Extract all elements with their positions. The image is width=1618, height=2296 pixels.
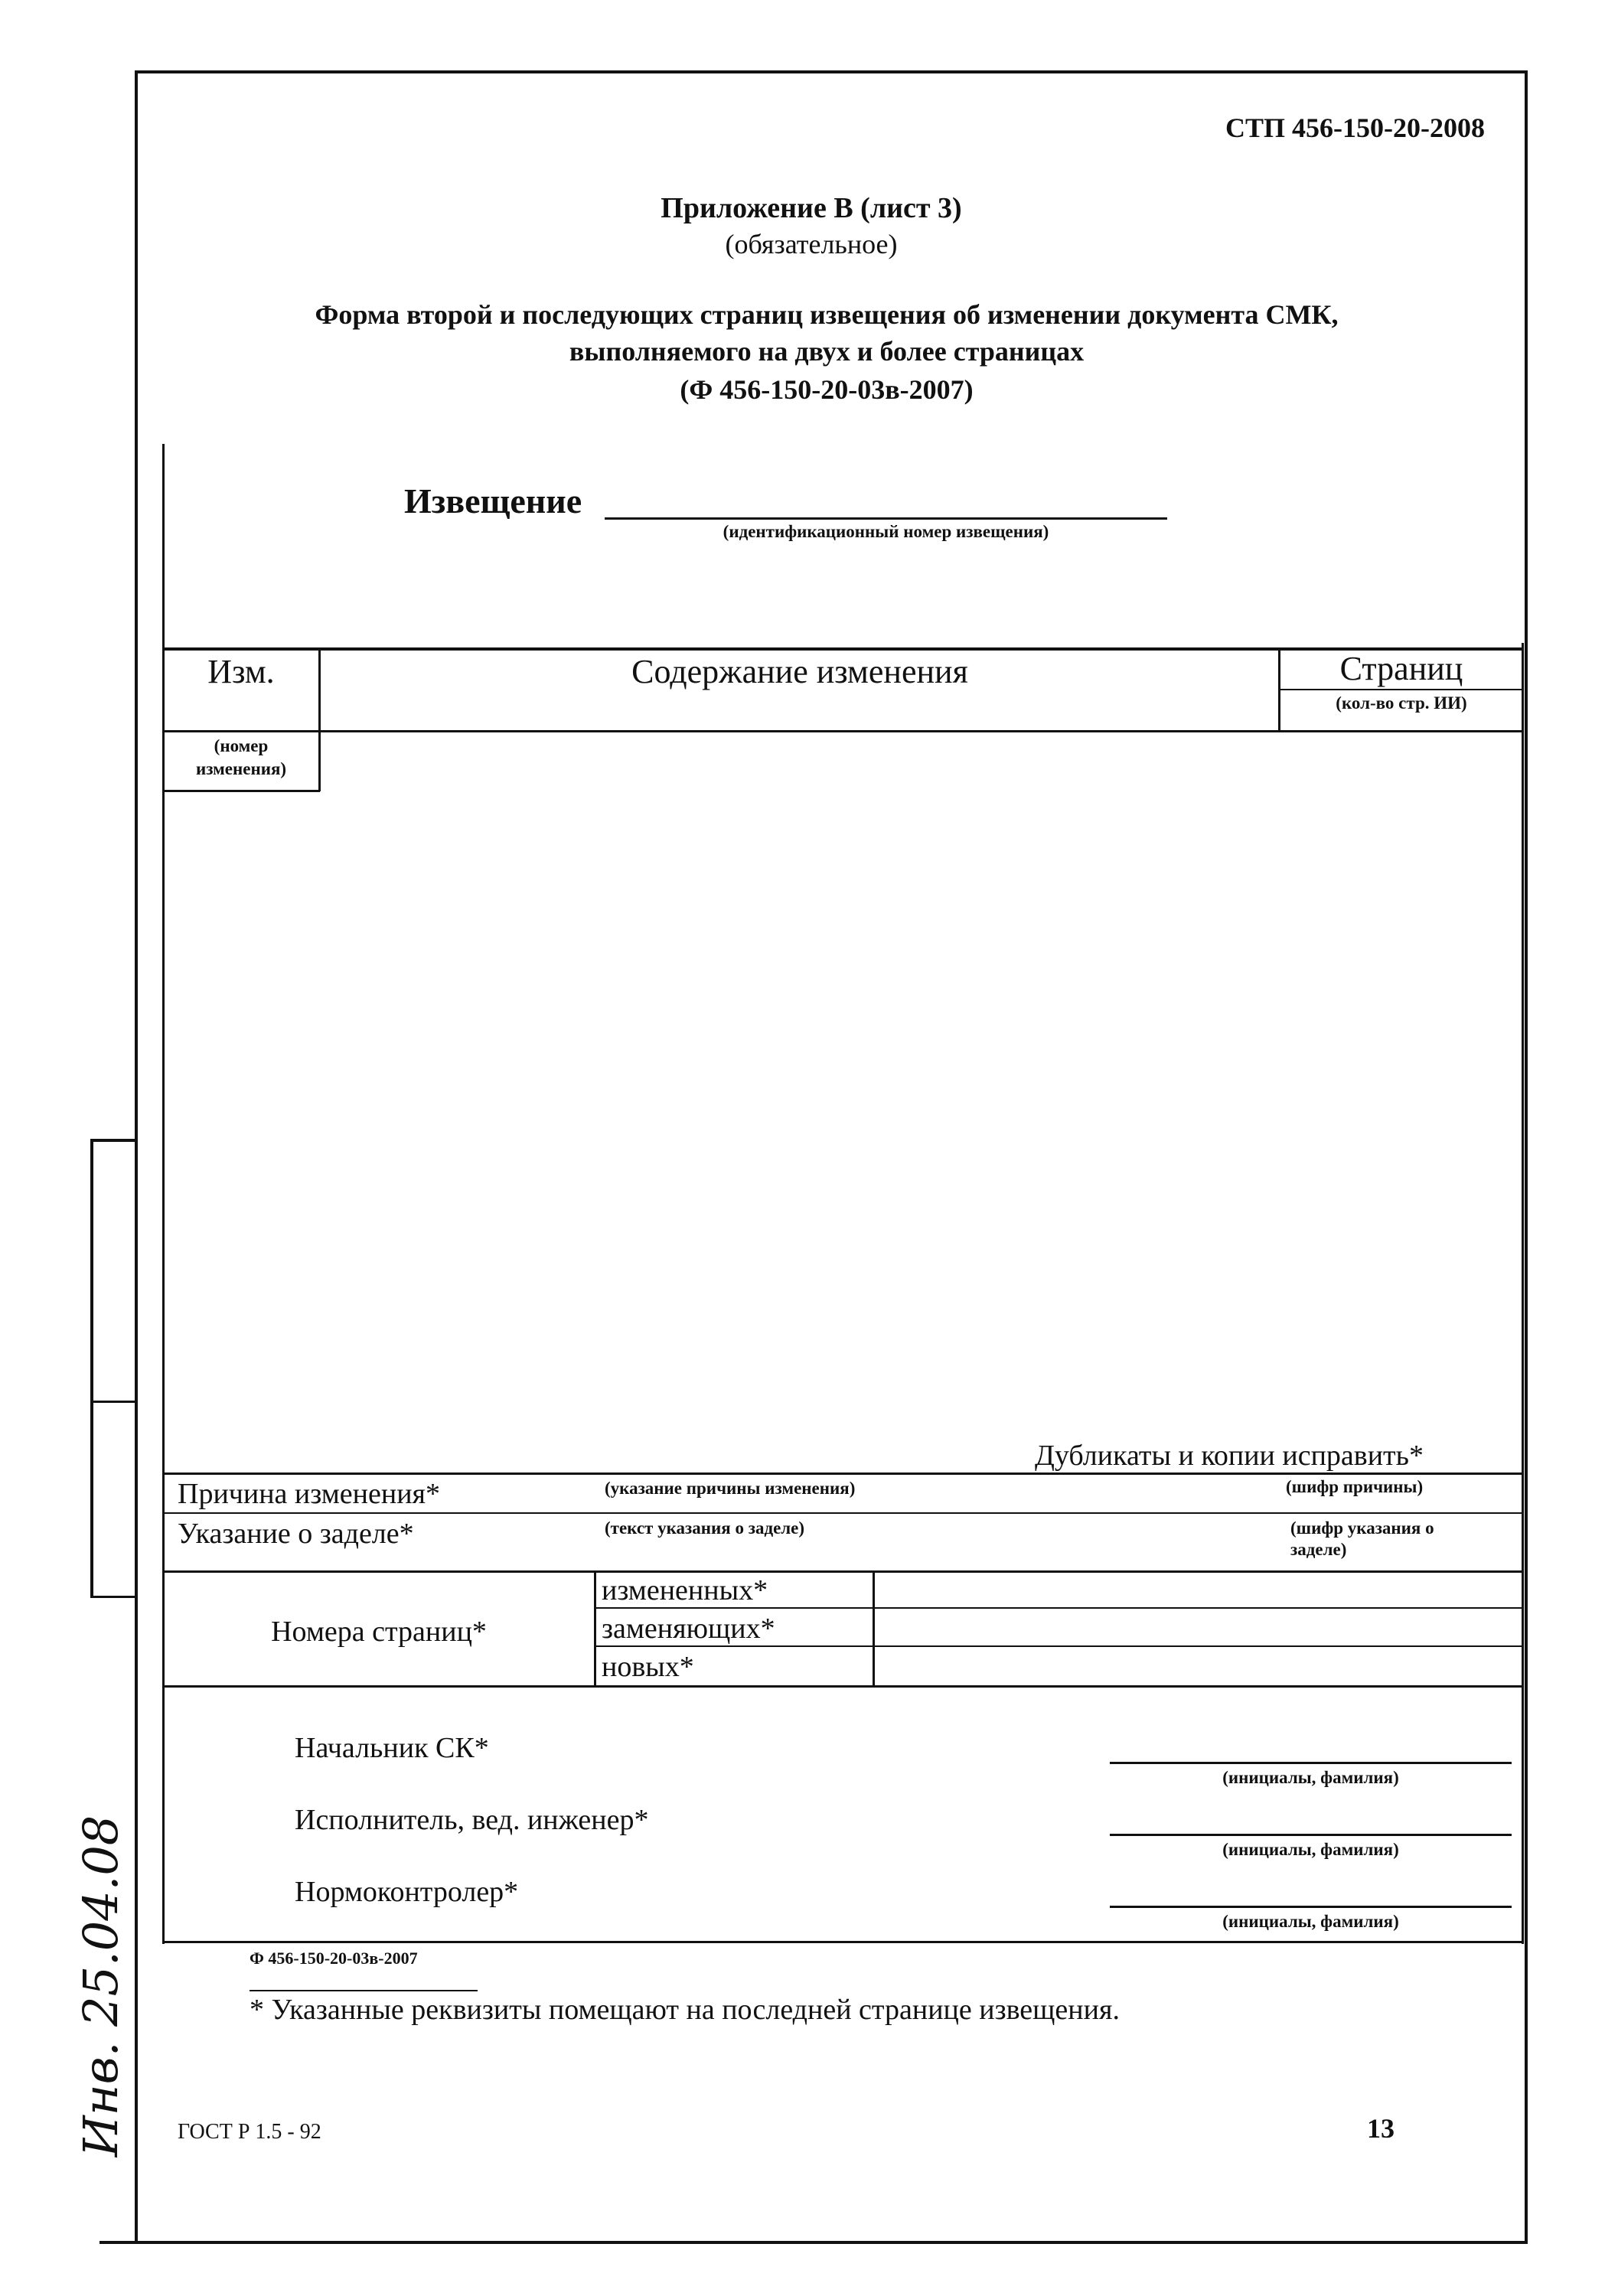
footnote-rule <box>250 1990 478 1991</box>
reason-bottom-line <box>162 1512 1523 1514</box>
duplicates-note: Дубликаты и копии исправить* <box>1034 1440 1424 1472</box>
page-numbers-row-line-1 <box>594 1607 1523 1609</box>
page-numbers-row-changed: измененных* <box>602 1574 768 1606</box>
signature-normcontrol-line[interactable] <box>1110 1906 1512 1908</box>
col-change-hint-2: изменения) <box>195 759 287 778</box>
backlog-hint[interactable]: (текст указания о заделе) <box>605 1518 805 1538</box>
page-numbers-row-new: новых* <box>602 1651 694 1683</box>
page-numbers-row-replacing: заменяющих* <box>602 1613 775 1645</box>
col-content-header: Содержание изменения <box>631 653 968 690</box>
page-numbers-new-input[interactable] <box>876 1649 1519 1682</box>
signature-normcontrol-hint: (инициалы, фамилия) <box>1222 1912 1399 1931</box>
footnote: * Указанные реквизиты помещают на последней странице извещения. <box>250 1994 1120 2026</box>
page-numbers-bottom-line <box>162 1685 1523 1688</box>
margin-box-top <box>92 1139 136 1142</box>
frame-bottom <box>99 2241 1528 2244</box>
col-pages-header: Страниц <box>1339 650 1463 687</box>
change-content-area[interactable] <box>321 735 1519 1439</box>
margin-box-left <box>90 1139 93 1598</box>
col-pages-hint: (кол-во стр. ИИ) <box>1336 693 1467 713</box>
margin-box-divider-2 <box>90 1596 136 1598</box>
appendix-title: Приложение В (лист 3) <box>661 192 962 224</box>
margin-handwritten-note: Инв. 25.04.08 <box>73 1815 129 2157</box>
page-numbers-divider-2 <box>873 1570 875 1687</box>
backlog-label: Указание о заделе* <box>178 1518 414 1550</box>
page-numbers-changed-input[interactable] <box>876 1573 1519 1606</box>
signature-executor-role: Исполнитель, вед. инженер* <box>295 1804 649 1836</box>
form-code: (Ф 456-150-20-03в-2007) <box>680 374 974 405</box>
reason-code-hint[interactable]: (шифр причины) <box>1286 1477 1424 1496</box>
frame-left <box>135 70 138 2244</box>
col-change-header: Изм. <box>207 653 275 690</box>
pages-subheader-line <box>1278 689 1523 690</box>
notice-number-line[interactable] <box>605 517 1167 520</box>
signature-executor-line[interactable] <box>1110 1834 1512 1836</box>
change-number-box-bottom <box>162 790 320 792</box>
table-col-divider-1 <box>318 647 321 791</box>
reason-top-line <box>162 1473 1523 1475</box>
page-numbers-row-line-2 <box>594 1645 1523 1647</box>
page-numbers-divider-1 <box>594 1570 596 1687</box>
col-change-hint-1: (номер <box>214 736 269 755</box>
page-numbers-replacing-input[interactable] <box>876 1610 1519 1644</box>
table-header-bottom <box>162 730 1523 732</box>
form-title-line2: выполняемого на двух и более страницах <box>569 336 1085 367</box>
page-number: 13 <box>1367 2113 1395 2144</box>
appendix-status: (обязательное) <box>725 229 898 259</box>
notice-label: Извещение <box>404 481 582 520</box>
frame-right <box>1525 70 1528 2244</box>
form-title-line1: Форма второй и последующих страниц извещения об изменении документа СМК, <box>315 299 1339 330</box>
form-bottom-line <box>162 1941 1523 1943</box>
margin-box-divider-1 <box>90 1401 136 1403</box>
form-right-border <box>1522 643 1524 1944</box>
backlog-code-hint-2[interactable]: заделе) <box>1290 1540 1347 1559</box>
page-numbers-label: Номера страниц* <box>271 1616 487 1648</box>
form-footer-code: Ф 456-150-20-03в-2007 <box>250 1949 418 1968</box>
reason-label: Причина изменения* <box>178 1478 441 1510</box>
reason-hint[interactable]: (указание причины изменения) <box>605 1479 856 1498</box>
signature-head-line[interactable] <box>1110 1762 1512 1764</box>
signature-executor-hint: (инициалы, фамилия) <box>1222 1840 1399 1859</box>
backlog-code-hint-1[interactable]: (шифр указания о <box>1290 1518 1434 1538</box>
signature-normcontrol-role: Нормоконтролер* <box>295 1876 519 1908</box>
frame-top <box>136 70 1528 73</box>
notice-hint: (идентификационный номер извещения) <box>723 522 1049 541</box>
doc-code: СТП 456-150-20-2008 <box>1225 113 1485 143</box>
standard-reference: ГОСТ Р 1.5 - 92 <box>178 2120 321 2144</box>
signature-head-role: Начальник СК* <box>295 1732 489 1764</box>
signature-head-hint: (инициалы, фамилия) <box>1222 1768 1399 1787</box>
